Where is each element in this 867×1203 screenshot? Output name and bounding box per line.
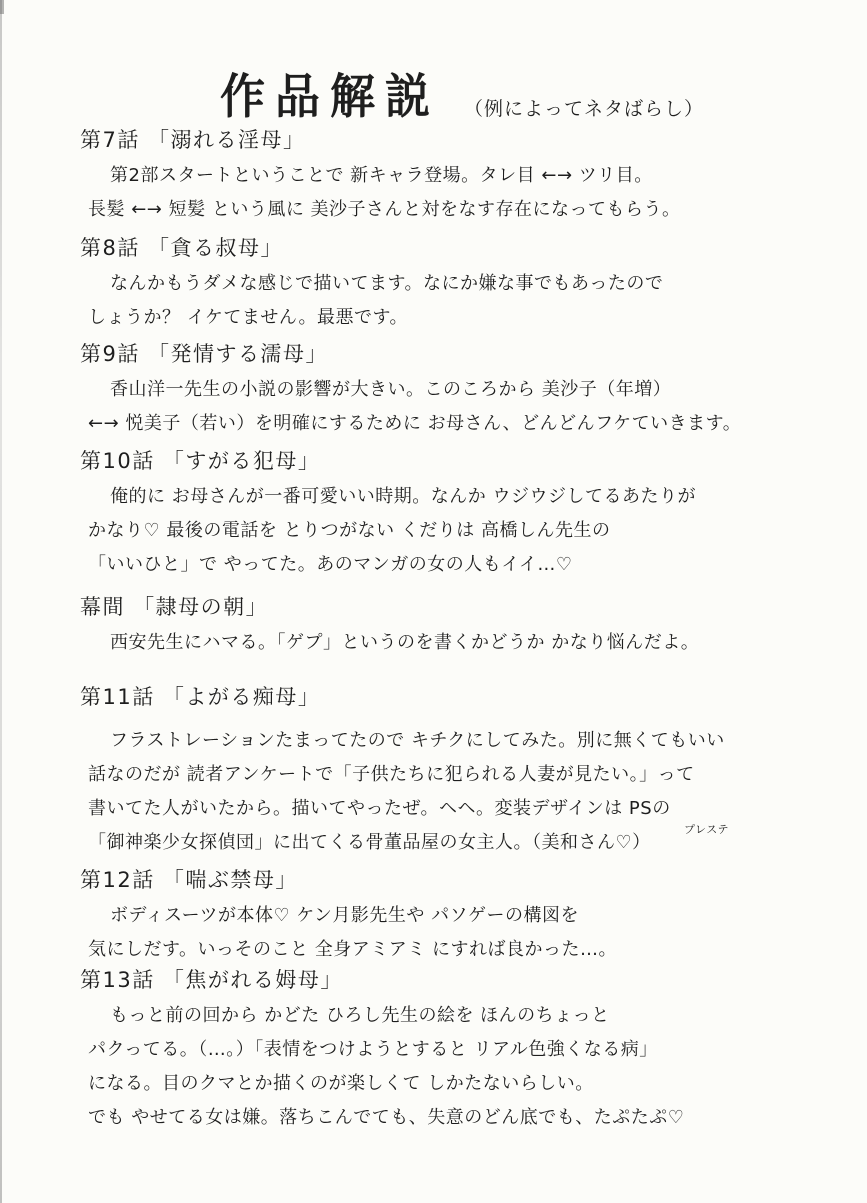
section-episode-13 [80,964,864,1135]
body-line: 西安先生にハマる。「ゲプ」というのを書くかどうか かなり悩んだよ。 [110,632,700,653]
body-line: 「いいひと」で やってた。あのマンガの女の人もイイ…♡ [88,554,573,575]
scan-artifact [0,0,4,14]
body-line: なんかもうダメな感じで描いてます。なにか嫌な事でもあったので [110,273,664,294]
chapter-heading: 第9話 「発情する濡母」 [80,342,329,366]
chapter-heading: 第13話 「焦がれる姆母」 [80,968,343,992]
body-line: しょうか？ イケてません。最悪です。 [88,307,408,328]
body-line: 俺的に お母さんが一番可愛いい時期。なんか ウジウジしてるあたりが [110,486,696,507]
section-episode-10 [80,445,864,582]
section-interlude [80,591,864,660]
body-line: フラストレーションたまってたので キチクにしてみた。別に無くてもいい [110,730,725,751]
title-row [220,62,704,127]
page-subtitle: （例によってネタばらし） [464,98,705,120]
section-episode-9 [80,338,864,441]
body-line: パクってる。（…。）「表情をつけようとすると リアル色強くなる病」 [88,1039,658,1060]
body-line: になる。目のクマとか描くのが楽しくて しかたないらしい。 [88,1073,594,1094]
ps-playstation-note: プレステ [684,823,730,836]
body-line: もっと前の回から かどた ひろし先生の絵を ほんのちょっと [110,1005,610,1026]
chapter-heading: 第12話 「喘ぶ禁母」 [80,868,298,892]
body-line: ←→ 悦美子（若い）を明確にするために お母さん、どんどんフケていきます。 [88,413,742,434]
chapter-heading: 幕間 「隷母の朝」 [80,595,269,619]
body-line: 「御神楽少女探偵団」に出てくる骨董品屋の女主人。（美和さん♡） [88,832,651,853]
chapter-heading: 第10話 「すがる犯母」 [80,449,321,473]
body-line: でも やせてる女は嫌。落ちこんでても、失意のどん底でも、たぷたぷ♡ [88,1107,685,1128]
body-line: かなり♡ 最後の電話を とりつがない くだりは 高橋しん先生の [88,520,611,541]
body-line: 書いてた人がいたから。描いてやったぜ。ヘヘ。変装デザインは PSの [88,798,671,819]
body-line: 長髪 ←→ 短髪 という風に 美沙子さんと対をなす存在になってもらう。 [88,199,681,220]
body-line: 話なのだが 読者アンケートで「子供たちに犯られる人妻が見たい。」って [88,764,695,785]
page-title: 作品解説 [220,68,441,125]
chapter-heading: 第8話 「貪る叔母」 [80,236,284,260]
body-line: ボディスーツが本体♡ ケン月影先生や パソゲーの構図を [110,905,579,926]
chapter-heading: 第7話 「溺れる淫母」 [80,128,306,152]
body-line: 第2部スタートということで 新キャラ登場。タレ目 ←→ ツリ目。 [110,165,653,186]
section-episode-7 [80,124,864,227]
scan-edge [0,0,2,1203]
body-line: 香山洋一先生の小説の影響が大きい。このころから 美沙子（年増） [110,379,672,400]
section-episode-8 [80,232,864,335]
section-episode-11 [80,681,864,860]
section-episode-12 [80,864,864,967]
body-line: 気にしだす。いっそのこと 全身アミアミ にすれば良かった…。 [88,939,618,960]
chapter-heading: 第11話 「よがる痴母」 [80,685,321,709]
